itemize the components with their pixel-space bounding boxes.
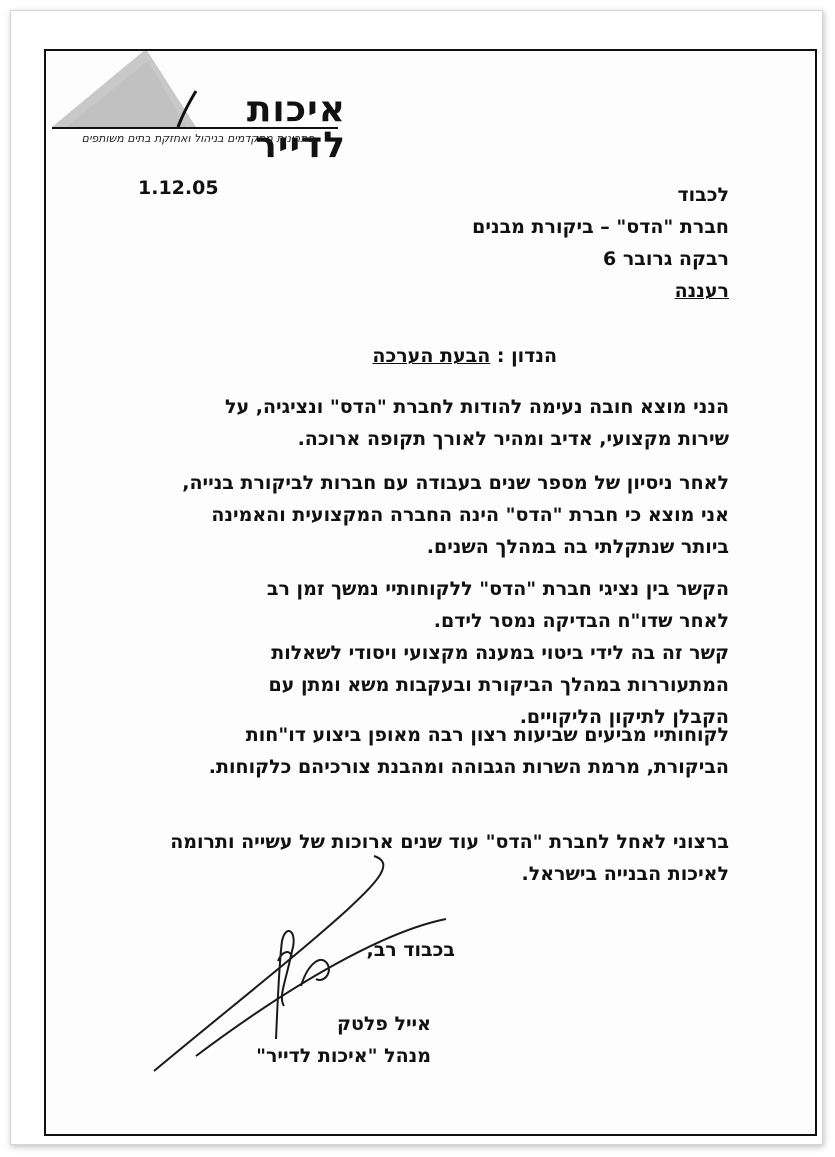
paragraph-4 bbox=[109, 719, 729, 783]
paragraph-line: שירות מקצועי, אדיב ומהיר לאורך תקופה ארוכה. bbox=[297, 428, 729, 450]
paragraph-line: הקבלן לתיקון הליקויים. bbox=[519, 706, 729, 728]
address-city: רעננה bbox=[674, 280, 729, 302]
paragraph-line: הקשר בין נציגי חברת "הדס" ללקוחותיי נמשך זמן רב bbox=[266, 578, 729, 600]
signer-name: אייל פלטק bbox=[336, 1013, 431, 1035]
subject-text: הבעת הערכה bbox=[372, 345, 491, 367]
paragraph-line: לאיכות הבנייה בישראל. bbox=[521, 863, 729, 885]
paragraph-line: אני מוצא כי חברת "הדס" הינה החברה המקצועית והאמינה bbox=[211, 504, 729, 526]
logo-tagline: פתרונות מתקדמים בניהול ואחזקת בתים משותפים bbox=[81, 132, 315, 145]
address-line: רבקה גרובר 6 bbox=[602, 248, 729, 270]
recipient-address bbox=[329, 179, 729, 307]
signer-block bbox=[191, 1008, 431, 1072]
letter-page bbox=[44, 49, 817, 1136]
paragraph-1 bbox=[109, 391, 729, 455]
address-line: לכבוד bbox=[677, 184, 729, 206]
company-logo bbox=[46, 51, 346, 166]
paragraph-line: הנני מוצא חובה נעימה להודות לחברת "הדס" ונציגיה, על bbox=[224, 396, 729, 418]
letter-date: 1.12.05 bbox=[138, 177, 219, 199]
paragraph-2 bbox=[109, 467, 729, 563]
document-frame bbox=[10, 10, 823, 1145]
closing-salutation: בכבוד רב, bbox=[366, 939, 455, 961]
subject-label: הנדון : bbox=[496, 345, 557, 367]
paragraph-3 bbox=[109, 573, 729, 733]
address-line: חברת "הדס" – ביקורת מבנים bbox=[472, 216, 729, 238]
paragraph-line: לאחר ניסיון של מספר שנים בעבודה עם חברות לביקורת בנייה, bbox=[182, 472, 729, 494]
signer-title: מנהל "איכות לדייר" bbox=[256, 1045, 431, 1067]
paragraph-line: לאחר שדו"ח הבדיקה נמסר לידם. bbox=[433, 610, 729, 632]
paragraph-line: לקוחותיי מביעים שביעות רצון רבה מאופן ביצוע דו"חות bbox=[245, 724, 729, 746]
paragraph-line: קשר זה בה לידי ביטוי במענה מקצועי ויסודי לשאלות bbox=[271, 642, 729, 664]
paragraph-line: המתעוררות במהלך הביקורת ובעקבות משא ומתן עם bbox=[268, 674, 729, 696]
paragraph-5 bbox=[109, 826, 729, 890]
paragraph-line: הביקורת, מרמת השרות הגבוהה ומהבנת צורכיהם כלקוחות. bbox=[208, 756, 729, 778]
subject-line bbox=[157, 340, 557, 372]
logo-wordmark: איכות לדייר bbox=[246, 89, 346, 166]
paragraph-line: ברצוני לאחל לחברת "הדס" עוד שנים ארוכות של עשייה ותרומה bbox=[170, 831, 729, 853]
paragraph-line: ביותר שנתקלתי בה במהלך השנים. bbox=[426, 536, 729, 558]
